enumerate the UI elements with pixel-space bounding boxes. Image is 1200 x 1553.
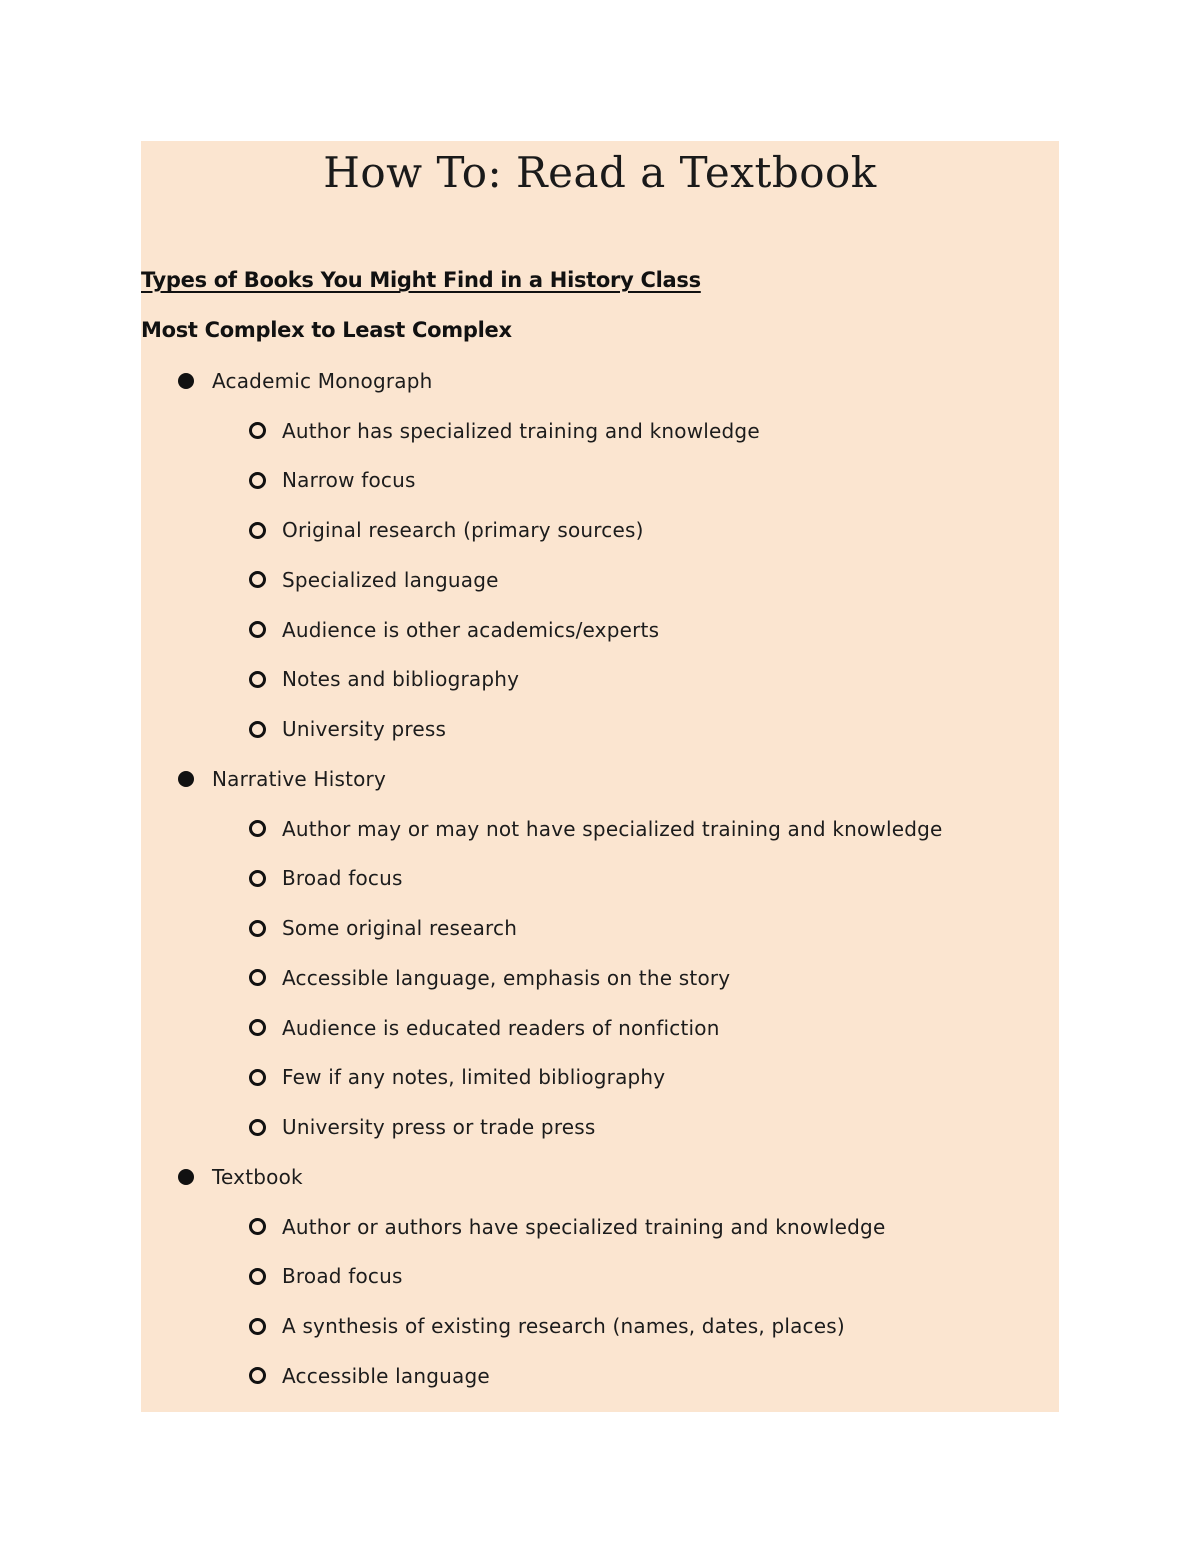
list-item-label: Academic Monograph	[212, 368, 433, 393]
hollow-bullet-icon	[249, 571, 266, 588]
sub-list-item	[141, 804, 1059, 854]
sub-list-item-text: Few if any notes, limited bibliography	[282, 1065, 666, 1090]
sub-list-item-text: Original research (primary sources)	[282, 518, 644, 543]
hollow-bullet-icon	[249, 1318, 266, 1335]
hollow-bullet-icon	[249, 969, 266, 986]
hollow-bullet-icon	[249, 522, 266, 539]
sub-list-item-text: Some original research	[282, 916, 518, 941]
section-heading: Types of Books You Might Find in a History Class	[141, 268, 701, 292]
hollow-bullet-icon	[249, 671, 266, 688]
document-page	[141, 141, 1059, 1412]
hollow-bullet-icon	[249, 1069, 266, 1086]
sub-list-item-text: Author or authors have specialized training and knowledge	[282, 1214, 886, 1239]
hollow-bullet-icon	[249, 870, 266, 887]
sub-list-item	[141, 953, 1059, 1003]
sub-list-item	[141, 704, 1059, 754]
filled-bullet-icon	[178, 373, 194, 389]
hollow-bullet-icon	[249, 920, 266, 937]
hollow-bullet-icon	[249, 472, 266, 489]
sub-list-item	[141, 1102, 1059, 1152]
list-item-academic-monograph	[141, 356, 1059, 406]
list-item-narrative-history	[141, 754, 1059, 804]
sub-list-item	[141, 903, 1059, 953]
sub-list-item-text: Author has specialized training and knowledge	[282, 418, 760, 443]
filled-bullet-icon	[178, 771, 194, 787]
subheading: Most Complex to Least Complex	[141, 318, 512, 342]
sub-list-item-text: A synthesis of existing research (names, dates, places)	[282, 1314, 845, 1339]
sub-list-item	[141, 605, 1059, 655]
sub-list-item-text: Narrow focus	[282, 468, 416, 493]
sub-list-item	[141, 1003, 1059, 1053]
hollow-bullet-icon	[249, 1367, 266, 1384]
sub-list-item-text: Author may or may not have specialized training and knowledge	[282, 816, 943, 841]
list-item-label: Textbook	[212, 1164, 303, 1189]
sub-list-item-text: Notes and bibliography	[282, 667, 520, 692]
hollow-bullet-icon	[249, 1019, 266, 1036]
sub-list-item-text: Accessible language	[282, 1363, 490, 1388]
sub-list-item-text: Audience is other academics/experts	[282, 617, 660, 642]
sub-list-item-text: Accessible language, emphasis on the story	[282, 965, 731, 990]
sub-list-item	[141, 555, 1059, 605]
sub-list-item	[141, 456, 1059, 506]
sub-list-item	[141, 854, 1059, 904]
hollow-bullet-icon	[249, 820, 266, 837]
hollow-bullet-icon	[249, 1218, 266, 1235]
sub-list-item	[141, 406, 1059, 456]
sub-list-item-text: Broad focus	[282, 866, 403, 891]
sub-list-item	[141, 655, 1059, 705]
sub-list-item	[141, 505, 1059, 555]
hollow-bullet-icon	[249, 721, 266, 738]
sub-list-item	[141, 1252, 1059, 1302]
hollow-bullet-icon	[249, 1119, 266, 1136]
filled-bullet-icon	[178, 1169, 194, 1185]
list-item-textbook	[141, 1152, 1059, 1202]
sub-list-item-text: University press	[282, 717, 447, 742]
hollow-bullet-icon	[249, 621, 266, 638]
sub-list-item	[141, 1301, 1059, 1351]
book-types-outline	[141, 356, 1059, 1401]
list-item-label: Narrative History	[212, 766, 387, 791]
hollow-bullet-icon	[249, 422, 266, 439]
sub-list-item-text: Specialized language	[282, 567, 499, 592]
document-title: How To: Read a Textbook	[323, 148, 877, 197]
sub-list-item-text: Broad focus	[282, 1264, 403, 1289]
sub-list-item	[141, 1053, 1059, 1103]
hollow-bullet-icon	[249, 1268, 266, 1285]
sub-list-item	[141, 1202, 1059, 1252]
sub-list-item	[141, 1351, 1059, 1401]
sub-list-item-text: University press or trade press	[282, 1115, 596, 1140]
sub-list-item-text: Audience is educated readers of nonfiction	[282, 1015, 720, 1040]
